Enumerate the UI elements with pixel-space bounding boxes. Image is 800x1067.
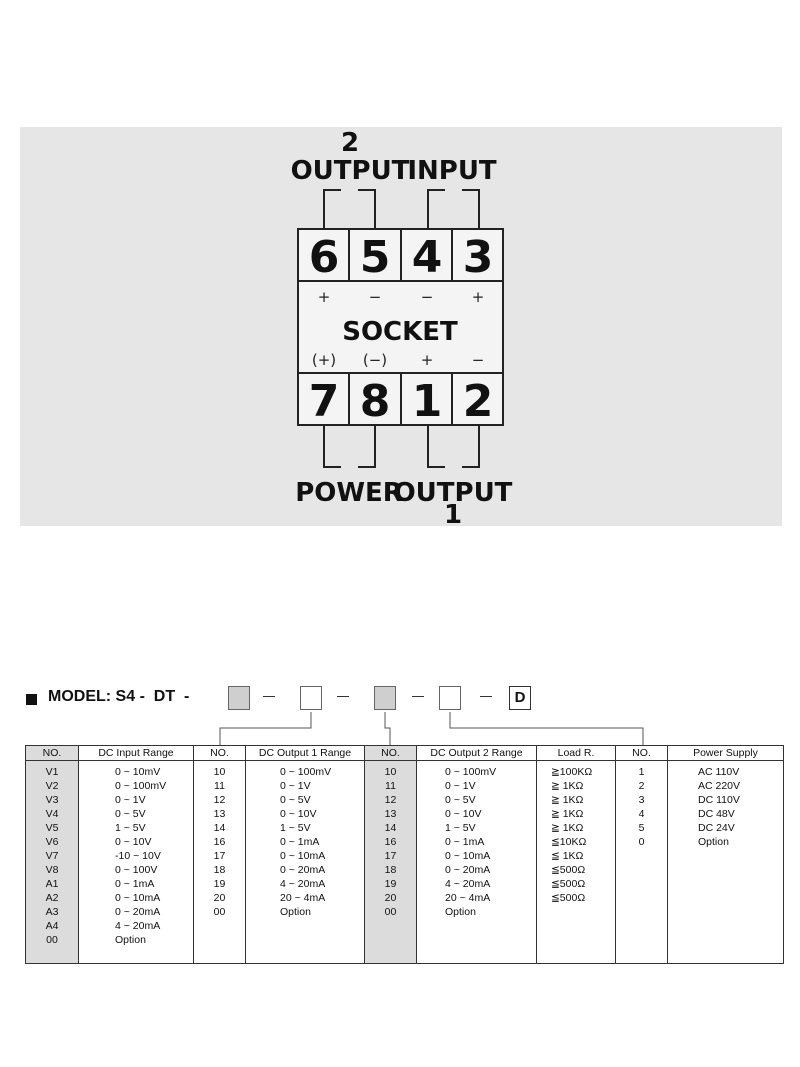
table-cell: Option bbox=[698, 836, 729, 848]
model-label: MODEL: S4 - DT - bbox=[48, 688, 190, 705]
table-cell: 1 bbox=[638, 766, 645, 778]
table-cell: DC 110V bbox=[698, 794, 740, 806]
table-cell: 0 ~ 10V bbox=[280, 808, 317, 820]
table-cell: 0 ~ 5V bbox=[445, 794, 476, 806]
table-cell: 18 bbox=[213, 864, 226, 876]
table-cell: 0 ~ 100V bbox=[115, 864, 158, 876]
table-cell: 0 ~ 1mA bbox=[280, 836, 320, 848]
table-cell: 0 ~ 20mA bbox=[445, 864, 491, 876]
table-cell: 0 ~ 100mV bbox=[280, 766, 332, 778]
model-dash-2 bbox=[337, 696, 349, 697]
table-cell: 20 ~ 4mA bbox=[445, 892, 491, 904]
table-cell: 11 bbox=[385, 780, 396, 792]
table-cell: 12 bbox=[213, 794, 226, 806]
table-cell: A2 bbox=[45, 892, 59, 904]
header-load-r: Load R. bbox=[537, 746, 616, 761]
col-load-r bbox=[537, 761, 616, 964]
table-cell: 10 bbox=[384, 766, 397, 778]
table-cell: -10 ~ 10V bbox=[115, 850, 161, 862]
table-cell: 14 bbox=[213, 822, 226, 834]
socket-center-label: SOCKET bbox=[342, 317, 458, 347]
polarity-terminal-2: − bbox=[471, 351, 485, 369]
table-cell: 16 bbox=[213, 836, 226, 848]
table-cell: 00 bbox=[213, 906, 226, 918]
model-code-power-box bbox=[439, 686, 461, 710]
input-label: INPUT bbox=[407, 156, 497, 186]
col-input-no bbox=[26, 761, 79, 964]
header-dc-output2-range: DC Output 2 Range bbox=[417, 746, 537, 761]
terminal-6: 6 bbox=[308, 232, 340, 283]
polarity-terminal-8: (−) bbox=[362, 351, 388, 369]
table-cell: A3 bbox=[45, 906, 59, 918]
table-cell: V8 bbox=[45, 864, 59, 876]
table-cell: 20 bbox=[384, 892, 397, 904]
header-output1-no: NO. bbox=[194, 746, 246, 761]
model-code-input-box bbox=[228, 686, 250, 710]
table-cell: V6 bbox=[45, 836, 59, 848]
table-cell: 0 ~ 20mA bbox=[115, 906, 161, 918]
col-output2-range bbox=[417, 761, 537, 964]
table-cell: 13 bbox=[384, 808, 397, 820]
table-cell: AC 110V bbox=[698, 766, 740, 778]
polarity-terminal-7: (+) bbox=[311, 351, 337, 369]
col-power-no bbox=[616, 761, 668, 964]
table-cell: 0 ~ 5V bbox=[115, 808, 146, 820]
table-cell: 16 bbox=[384, 836, 397, 848]
table-cell: ≧ 1KΩ bbox=[551, 794, 584, 806]
terminal-3: 3 bbox=[462, 232, 494, 283]
table-cell: 10 bbox=[213, 766, 226, 778]
table-cell: Option bbox=[445, 906, 476, 918]
table-cell: 19 bbox=[384, 878, 397, 890]
table-cell: 13 bbox=[213, 808, 226, 820]
polarity-terminal-3: + bbox=[471, 288, 485, 306]
table-cell: ≧ 1KΩ bbox=[551, 780, 584, 792]
polarity-terminal-6: + bbox=[317, 288, 331, 306]
col-power-supply bbox=[668, 761, 784, 964]
table-cell: A4 bbox=[45, 920, 59, 932]
table-cell: V3 bbox=[45, 794, 59, 806]
table-cell: V2 bbox=[45, 780, 59, 792]
model-dash-4 bbox=[480, 696, 492, 697]
table-cell: ≦10KΩ bbox=[551, 836, 587, 848]
model-code-output2-box bbox=[374, 686, 396, 710]
table-cell: 4 ~ 20mA bbox=[115, 920, 161, 932]
table-cell: 0 ~ 5V bbox=[280, 794, 311, 806]
header-dc-input-range: DC Input Range bbox=[79, 746, 194, 761]
col-output1-range bbox=[246, 761, 365, 964]
table-cell: 00 bbox=[46, 934, 58, 946]
table-cell: ≧ 1KΩ bbox=[551, 822, 584, 834]
terminal-7: 7 bbox=[308, 376, 340, 427]
output1-number: 1 bbox=[443, 500, 463, 526]
model-spec-table bbox=[25, 745, 784, 964]
table-cell: 1 ~ 5V bbox=[280, 822, 311, 834]
table-cell: 0 ~ 100mV bbox=[115, 780, 167, 792]
table-cell: 1 ~ 5V bbox=[115, 822, 146, 834]
table-cell: 4 bbox=[638, 808, 645, 820]
table-cell: V1 bbox=[45, 766, 59, 778]
table-cell: 0 ~ 10mA bbox=[115, 892, 161, 904]
table-cell: ≦500Ω bbox=[551, 892, 586, 904]
model-dash-1 bbox=[263, 696, 275, 697]
table-cell: 1 ~ 5V bbox=[445, 822, 476, 834]
table-cell: 4 ~ 20mA bbox=[445, 878, 491, 890]
table-cell: ≦500Ω bbox=[551, 864, 586, 876]
table-cell: 0 ~ 1mA bbox=[115, 878, 155, 890]
table-cell: 0 ~ 20mA bbox=[280, 864, 326, 876]
table-cell: 0 ~ 1mA bbox=[445, 836, 485, 848]
table-cell: 20 ~ 4mA bbox=[280, 892, 326, 904]
table-cell: 2 bbox=[638, 780, 645, 792]
table-cell: 12 bbox=[384, 794, 397, 806]
header-power-supply: Power Supply bbox=[668, 746, 784, 761]
terminal-8: 8 bbox=[359, 376, 391, 427]
table-cell: ≦500Ω bbox=[551, 878, 586, 890]
table-cell: V7 bbox=[45, 850, 59, 862]
table-cell: V5 bbox=[45, 822, 59, 834]
table-cell: 0 ~ 10mV bbox=[115, 766, 161, 778]
table-cell: 17 bbox=[384, 850, 397, 862]
polarity-terminal-4: − bbox=[420, 288, 434, 306]
table-cell: 0 ~ 10mA bbox=[445, 850, 491, 862]
power-label: POWER bbox=[295, 478, 403, 508]
table-cell: 17 bbox=[213, 850, 226, 862]
table-cell: DC 48V bbox=[698, 808, 735, 820]
table-cell: Option bbox=[280, 906, 311, 918]
table-cell: 0 ~ 1V bbox=[445, 780, 476, 792]
model-code-final-box: D bbox=[509, 686, 531, 710]
terminal-2: 2 bbox=[462, 376, 494, 427]
table-cell: Option bbox=[115, 934, 146, 946]
terminal-1: 1 bbox=[411, 376, 443, 427]
table-cell: 0 ~ 10V bbox=[445, 808, 482, 820]
bullet-square-icon bbox=[26, 694, 37, 705]
table-cell: 0 ~ 1V bbox=[280, 780, 311, 792]
table-cell: ≦ 1KΩ bbox=[551, 850, 584, 862]
table-cell: 19 bbox=[213, 878, 226, 890]
table-cell: 0 ~ 10V bbox=[115, 836, 152, 848]
table-cell: 0 ~ 100mV bbox=[445, 766, 497, 778]
output1-label: OUTPUT bbox=[393, 478, 513, 508]
header-output2-no: NO. bbox=[365, 746, 417, 761]
polarity-terminal-1: + bbox=[420, 351, 434, 369]
col-input-range bbox=[79, 761, 194, 964]
table-cell: 0 ~ 1V bbox=[115, 794, 146, 806]
col-output1-no bbox=[194, 761, 246, 964]
table-cell: ≧100KΩ bbox=[551, 766, 593, 778]
terminal-5: 5 bbox=[359, 232, 391, 283]
table-cell: 0 bbox=[638, 836, 645, 848]
table-cell: 14 bbox=[384, 822, 397, 834]
model-code-output1-box bbox=[300, 686, 322, 710]
table-cell: DC 24V bbox=[698, 822, 735, 834]
table-cell: ≧ 1KΩ bbox=[551, 808, 584, 820]
header-dc-output1-range: DC Output 1 Range bbox=[246, 746, 365, 761]
terminal-4: 4 bbox=[411, 232, 443, 283]
table-cell: 3 bbox=[638, 794, 645, 806]
table-cell: 11 bbox=[214, 780, 225, 792]
header-power-no: NO. bbox=[616, 746, 668, 761]
output2-label: OUTPUT bbox=[290, 156, 410, 186]
table-cell: V4 bbox=[45, 808, 59, 820]
table-cell: 20 bbox=[213, 892, 226, 904]
table-cell: 00 bbox=[384, 906, 397, 918]
model-dash-3 bbox=[412, 696, 424, 697]
table-cell: 0 ~ 10mA bbox=[280, 850, 326, 862]
model-code-row bbox=[26, 686, 586, 714]
table-cell: 18 bbox=[384, 864, 397, 876]
polarity-terminal-5: − bbox=[368, 288, 382, 306]
table-cell: 5 bbox=[638, 822, 645, 834]
header-input-no: NO. bbox=[26, 746, 79, 761]
col-output2-no bbox=[365, 761, 417, 964]
table-cell: AC 220V bbox=[698, 780, 741, 792]
table-cell: 4 ~ 20mA bbox=[280, 878, 326, 890]
output2-number: 2 bbox=[340, 128, 360, 158]
table-cell: A1 bbox=[45, 878, 59, 890]
